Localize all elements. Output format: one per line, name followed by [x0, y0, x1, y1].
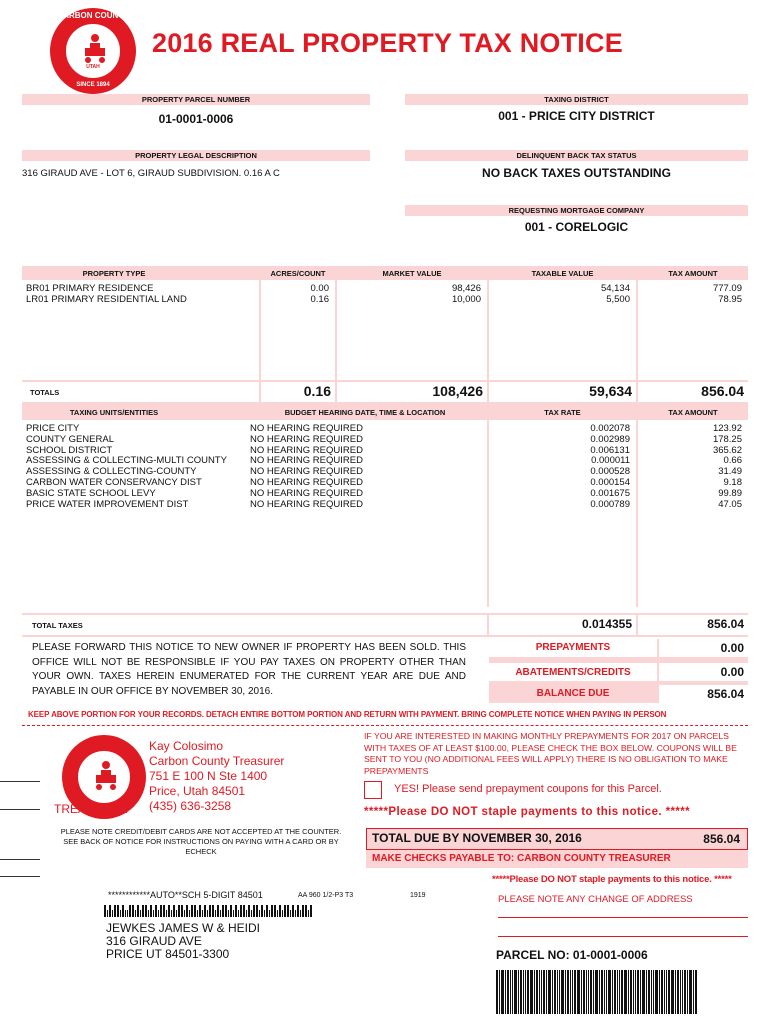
address-change-note: PLEASE NOTE ANY CHANGE OF ADDRESS: [498, 894, 693, 905]
prepayments-label: PREPAYMENTS: [535, 642, 611, 653]
col-hearing: BUDGET HEARING DATE, TIME & LOCATION: [284, 408, 446, 417]
detach-line: [22, 725, 748, 726]
totals-acres: 0.16: [303, 383, 331, 399]
checks-payable: MAKE CHECKS PAYABLE TO: CARBON COUNTY TREASURER: [372, 853, 671, 864]
postal-barcode: [104, 905, 354, 917]
totals-taxable: 59,634: [589, 383, 632, 399]
col-entity-tax: TAX AMOUNT: [668, 408, 718, 417]
col-market: MARKET VALUE: [382, 269, 442, 278]
treasurer-address: 751 E 100 N Ste 1400: [149, 769, 268, 783]
prepay-checkbox[interactable]: [364, 781, 382, 799]
legal-description: 316 GIRAUD AVE - LOT 6, GIRAUD SUBDIVISION. 0.16 A C: [22, 168, 280, 179]
delinquent-label: DELINQUENT BACK TAX STATUS: [405, 150, 748, 161]
prepay-info: IF YOU ARE INTERESTED IN MAKING MONTHLY PREPAYMENTS FOR 2017 ON PARCELS WITH TAXES OF AT LEAST $100.00, PLEASE CHECK THE BOX BELOW. COUPONS WILL BE SENT TO YOU (NO ADDITIONAL FEES WILL APPLY) THERE IS NO OBLIGATION TO MAKE PREPAYMENTS: [364, 731, 737, 776]
miner-icon: [91, 759, 121, 793]
treasurer-name: Kay Colosimo: [149, 739, 224, 753]
prepay-checkbox-label: YES! Please send prepayment coupons for this Parcel.: [394, 783, 662, 795]
total-due-label: TOTAL DUE BY NOVEMBER 30, 2016: [372, 831, 582, 845]
county-seal: [50, 8, 136, 94]
district-label: TAXING DISTRICT: [405, 94, 748, 105]
owner-name: JEWKES JAMES W & HEIDI: [106, 921, 261, 935]
col-units: TAXING UNITS/ENTITIES: [69, 408, 159, 417]
property-acres: 0.00 0.16: [310, 283, 329, 305]
owner-city: PRICE UT 84501-3300: [106, 947, 230, 961]
abatements-label: ABATEMENTS/CREDITS: [515, 667, 631, 678]
staple-warning-2: *****Please DO NOT staple payments to this notice. *****: [492, 874, 732, 885]
mortgage-company: 001 - CORELOGIC: [524, 220, 629, 234]
staple-warning: *****Please DO NOT staple payments to this notice. *****: [364, 806, 690, 818]
treasurer-office: Carbon County Treasurer: [149, 754, 285, 768]
abatements-amount: 0.00: [720, 665, 744, 679]
legal-label: PROPERTY LEGAL DESCRIPTION: [22, 150, 370, 161]
mail-code: AA 960 1/2-P3 T3: [298, 892, 354, 899]
mortgage-label: REQUESTING MORTGAGE COMPANY: [405, 205, 748, 216]
seal-state: UTAH: [86, 64, 100, 70]
col-acres: ACRES/COUNT: [270, 269, 326, 278]
treasurer-phone: (435) 636-3258: [149, 799, 232, 813]
entity-taxes: 123.92 178.25 365.62 0.66 31.49 9.18 99.89 47.05: [712, 423, 742, 510]
taxing-units: PRICE CITY COUNTY GENERAL SCHOOL DISTRICT ASSESSING & COLLECTING-MULTI COUNTY ASSESSING & COLLECTING-COUNTY CARBON WATER CONSERVANCY DIST BASIC STATE SCHOOL LEVY PRICE WATER IMPROVEMENT DIST: [26, 423, 227, 510]
property-market: 98,426 10,000: [451, 283, 481, 305]
prepayments-amount: 0.00: [720, 641, 744, 655]
col-property-type: PROPERTY TYPE: [82, 269, 146, 278]
taxing-district: 001 - PRICE CITY DISTRICT: [498, 109, 655, 123]
parcel-number: 01-0001-0006: [158, 112, 234, 126]
property-taxable: 54,134 5,500: [600, 283, 630, 305]
treasurer-city: Price, Utah 84501: [149, 784, 246, 798]
parcel-no-footer: PARCEL NO: 01-0001-0006: [496, 948, 648, 962]
mail-seq: 1919: [410, 892, 426, 899]
col-rate: TAX RATE: [544, 408, 581, 417]
treasurer-label: TREASURER: [54, 802, 129, 816]
card-note: PLEASE NOTE CREDIT/DEBIT CARDS ARE NOT ACCEPTED AT THE COUNTER. SEE BACK OF NOTICE FOR INSTRUCTIONS ON PAYING WITH A CARD OR BY ECHECK: [60, 827, 342, 856]
total-due-amount: 856.04: [703, 832, 740, 846]
totals-tax: 856.04: [701, 383, 744, 399]
parcel-barcode: [496, 970, 748, 1014]
balance-amount: 856.04: [707, 687, 744, 701]
totals-market: 108,426: [432, 383, 483, 399]
col-tax-amount: TAX AMOUNT: [668, 269, 718, 278]
hearing-info: NO HEARING REQUIRED NO HEARING REQUIRED NO HEARING REQUIRED NO HEARING REQUIRED NO HEARING REQUIRED NO HEARING REQUIRED NO HEARING REQUIRED NO HEARING REQUIRED: [250, 423, 363, 510]
forward-notice: PLEASE FORWARD THIS NOTICE TO NEW OWNER IF PROPERTY HAS BEEN SOLD. THIS OFFICE WILL NOT BE RESPONSIBLE IF YOU PAY TAXES ON PROPERTY OTHER THAN YOUR OWN. TAXES HEREIN ENUMERATED FOR THE CURRENT YEAR ARE DUE AND PAYABLE IN OUR OFFICE BY NOVEMBER 30, 2016.: [32, 642, 466, 697]
totals-label: TOTALS: [30, 388, 60, 397]
owner-street: 316 GIRAUD AVE: [106, 934, 202, 948]
seal-name: CARBON COUNTY: [57, 11, 129, 20]
property-types: BR01 PRIMARY RESIDENCE LR01 PRIMARY RESIDENTIAL LAND: [26, 283, 187, 305]
parcel-label: PROPERTY PARCEL NUMBER: [22, 94, 370, 105]
total-tax-amount: 856.04: [707, 617, 744, 631]
balance-label: BALANCE DUE: [536, 688, 610, 699]
total-taxes-label: TOTAL TAXES: [32, 621, 83, 630]
seal-since: SINCE 1894: [76, 82, 110, 88]
delinquent-status: NO BACK TAXES OUTSTANDING: [482, 166, 671, 180]
total-rate: 0.014355: [581, 617, 632, 631]
mail-auto: ************AUTO**SCH 5-DIGIT 84501: [108, 890, 263, 900]
property-tax: 777.09 78.95: [712, 283, 742, 305]
miner-icon: [80, 32, 110, 66]
tax-rates: 0.002078 0.002989 0.006131 0.000011 0.000528 0.000154 0.001675 0.000789: [590, 423, 630, 510]
col-taxable: TAXABLE VALUE: [531, 269, 594, 278]
detach-instruction: KEEP ABOVE PORTION FOR YOUR RECORDS. DETACH ENTIRE BOTTOM PORTION AND RETURN WITH PAYMENT. BRING COMPLETE NOTICE WHEN PAYING IN PERSON: [28, 710, 667, 719]
page-title: 2016 REAL PROPERTY TAX NOTICE: [152, 28, 623, 58]
